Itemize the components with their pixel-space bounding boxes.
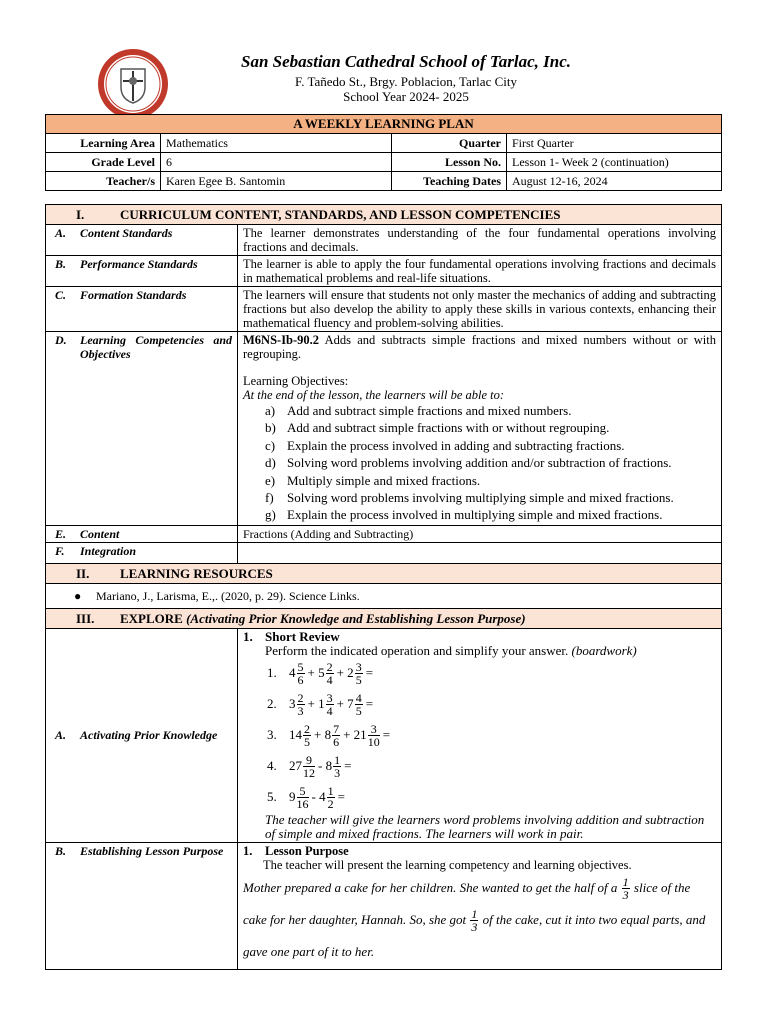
document-header <box>0 0 768 110</box>
mixed-number: + 1 $\frac{3}{4}$ <box>307 690 333 718</box>
objectives-list <box>243 402 716 524</box>
learning-area-value: Mathematics <box>161 134 392 153</box>
fraction-one-third: $\frac{1}{3}$ <box>471 907 478 935</box>
content-value: Fractions (Adding and Subtracting) <box>238 525 722 542</box>
section-3-number: III. <box>76 610 95 626</box>
section-3-header <box>46 608 722 628</box>
performance-standards-value: The learner is able to apply the four fundamental operations involving fractions and decimals in mathematical problems and real-life situations. <box>238 256 722 287</box>
section-3-title: EXPLORE <box>120 610 187 626</box>
review-problems <box>243 658 716 813</box>
objective-item: e) Multiply simple and mixed fractions. <box>265 472 481 488</box>
section-1-title: CURRICULUM CONTENT, STANDARDS, AND LESSON COMPETENCIES <box>120 207 561 222</box>
quarter-value: First Quarter <box>507 134 722 153</box>
review-problem: 1. 4 $\frac{5}{6}$ + 5 $\frac{2}{4}$ + 2 $\frac{3}{5}$ = <box>267 659 374 687</box>
mixed-number: - 8 $\frac{1}{3}$ <box>318 752 341 780</box>
mixed-number: + 8 $\frac{7}{6}$ <box>314 721 340 749</box>
objective-item: c) Explain the process involved in adding and subtracting fractions. <box>265 437 625 453</box>
resource-item <box>46 583 722 608</box>
review-problem: 5. 9 $\frac{5}{16}$ - 4 $\frac{1}{2}$ = <box>267 783 345 811</box>
mixed-number: - 4 $\frac{1}{2}$ <box>311 783 334 811</box>
review-note: The teacher will give the learners word problems involving addition and subtraction of simple and mixed fractions. The learners will work in pair. <box>265 811 705 841</box>
review-problem: 3. 14 $\frac{2}{5}$ + 8 $\frac{7}{6}$ + 21 $\frac{3}{10}$ = <box>267 721 391 749</box>
lesson-purpose-text: The teacher will present the learning competency and learning objectives. <box>263 857 632 872</box>
section-2-number: II. <box>76 565 90 581</box>
competencies-label: D. Learning Competencies and Objectives <box>46 332 238 526</box>
resource-reference: Mariano, J., Larisma, E.,. (2020, p. 29). Science Links. <box>96 588 360 603</box>
mixed-number: 27 $\frac{9}{12}$ <box>289 752 315 780</box>
lesson-plan-table <box>45 204 722 970</box>
objective-item: d) Solving word problems involving addition and/or subtraction of fractions. <box>265 455 672 471</box>
school-address: F. Tañedo St., Brgy. Poblacion, Tarlac City <box>295 74 517 89</box>
review-instruction: Perform the indicated operation and simplify your answer. <box>265 642 572 658</box>
mixed-number: 3 $\frac{2}{3}$ <box>289 690 304 718</box>
section-1-number: I. <box>76 207 85 222</box>
lesson-purpose-label: B. Establishing Lesson Purpose <box>46 842 238 969</box>
mixed-number: + 7 $\frac{4}{5}$ <box>336 690 362 718</box>
lesson-purpose-content: 1. Lesson Purpose The teacher will present the learning competency and learning objectives. Mother prepared a cake for her children. She wanted to get the half of a $\frac{1}{3}$ slice of the cake for her daughter, Hannah. So, she got $\frac{1}{3}$ of the cake, cut it into two equal parts, and gave one part of it to her. <box>238 842 722 969</box>
section-2-title: LEARNING RESOURCES <box>120 565 273 581</box>
mixed-number: + 5 $\frac{2}{4}$ <box>307 659 333 687</box>
dates-value: August 12-16, 2024 <box>507 172 722 191</box>
mixed-number: 4 $\frac{5}{6}$ <box>289 659 304 687</box>
review-problem: 4. 27 $\frac{9}{12}$ - 8 $\frac{1}{3}$ = <box>267 752 352 780</box>
grade-value: 6 <box>161 153 392 172</box>
plan-title: A WEEKLY LEARNING PLAN <box>46 115 722 134</box>
objective-item: g) Explain the process involved in multiplying simple and mixed fractions. <box>265 507 663 523</box>
lesson-purpose-title: Lesson Purpose <box>265 843 349 858</box>
section-2-header <box>46 563 722 583</box>
lesson-story: Mother prepared a cake for her children. She wanted to get the half of a $\frac{1}{3}$ slice of the cake for her daughter, Hannah. So, she got $\frac{1}{3}$ of the cake, cut it into two equal parts, and gave one part of it to her. <box>243 875 706 959</box>
mixed-number: + 21 $\frac{3}{10}$ <box>343 721 380 749</box>
competency-text: Adds and subtracts simple fractions and mixed numbers without or with regrouping. <box>243 333 716 361</box>
activating-knowledge-content: 1. Short Review Perform the indicated operation and simplify your answer. (boardwork) 1. 4 $\frac{5}{6}$ + 5 $\frac{2}{4}$ + 2 $\frac{3}{5}$ = 2. 3 $\frac{2}{3}$ + 1 $\frac{3}{4}$ + 7 $\frac{4}{5}$ = 3. 14 $\frac{2}{5}$ + 8 $\frac{7}{6}$ + 21 $\frac{3}{10}$ = 4. 27 $\frac{9}{12}$ - 8 $\frac{1}{3}$ = 5. 9 $\frac{5}{16}$ - 4 $\frac{1}{2}$ = The teacher will give the learners word problems involving addition and subtraction of simple and mixed fractions. The learners will work in pair. <box>238 628 722 842</box>
lesson-value: Lesson 1- Week 2 (continuation) <box>507 153 722 172</box>
lesson-label: Lesson No. <box>392 153 507 172</box>
review-problem: 2. 3 $\frac{2}{3}$ + 1 $\frac{3}{4}$ + 7 $\frac{4}{5}$ = <box>267 690 374 718</box>
formation-standards-label: C. Formation Standards <box>46 287 238 332</box>
objective-item: b) Add and subtract simple fractions with or without regrouping. <box>265 420 610 436</box>
objectives-heading: Learning Objectives: <box>243 374 349 388</box>
mixed-number: + 2 $\frac{3}{5}$ <box>336 659 362 687</box>
school-year: School Year 2024- 2025 <box>343 89 469 104</box>
content-standards-value: The learner demonstrates understanding of the four fundamental operations involving fractions and decimals. <box>238 225 722 256</box>
section-1-header <box>46 205 722 225</box>
formation-standards-value: The learners will ensure that students not only master the mechanics of adding and subtracting fractions but also develop the ability to apply these skills in various contexts, enhancing their mathematical fluency and problem-solving abilities. <box>238 287 722 332</box>
dates-label: Teaching Dates <box>392 172 507 191</box>
activating-knowledge-label: A. Activating Prior Knowledge <box>46 628 238 842</box>
teacher-label: Teacher/s <box>46 172 161 191</box>
grade-label: Grade Level <box>46 153 161 172</box>
competencies-value <box>238 332 722 526</box>
plan-info-table <box>45 114 722 191</box>
objective-item: a) Add and subtract simple fractions and mixed numbers. <box>265 403 572 418</box>
learning-area-label: Learning Area <box>46 134 161 153</box>
integration-value <box>238 542 722 563</box>
bullet-icon: ● <box>74 588 82 603</box>
mixed-number: 14 $\frac{2}{5}$ <box>289 721 310 749</box>
quarter-label: Quarter <box>392 134 507 153</box>
mixed-number: 9 $\frac{5}{16}$ <box>289 783 309 811</box>
content-label: E. Content <box>46 525 238 542</box>
section-3-subtitle: (Activating Prior Knowledge and Establishing Lesson Purpose) <box>186 610 526 626</box>
short-review-title: Short Review <box>265 628 340 644</box>
performance-standards-label: B. Performance Standards <box>46 256 238 287</box>
competency-code: M6NS-Ib-90.2 <box>243 333 320 347</box>
integration-label: F. Integration <box>46 542 238 563</box>
fraction-one-third: $\frac{1}{3}$ <box>622 875 629 903</box>
content-standards-label: A. Content Standards <box>46 225 238 256</box>
teacher-value: Karen Egee B. Santomin <box>161 172 392 191</box>
objective-item: f) Solving word problems involving multiplying simple and mixed fractions. <box>265 490 674 506</box>
school-name: San Sebastian Cathedral School of Tarlac, Inc. <box>241 52 571 71</box>
objectives-intro: At the end of the lesson, the learners will be able to: <box>243 388 505 402</box>
